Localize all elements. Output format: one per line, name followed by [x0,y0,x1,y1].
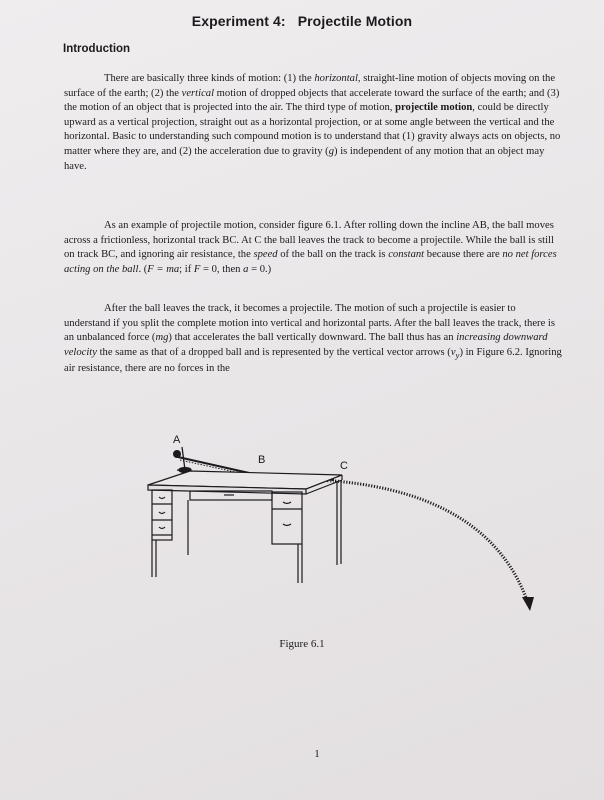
subscript: y [455,349,460,360]
text: motion of dropped objects that accelerate toward the surface of the earth; and (3) the motion of an object that is projected into the air. The third type of motion, [64,87,560,114]
text: After the ball leaves the track, it becomes a projectile. The motion of such a projectile is easier to understand if you split the complete motion into vertical and horizontal parts. After the ball leaves the track, there is an unbalanced force ( [64,303,555,344]
text: = 0, then [200,263,244,275]
emphasis: speed [253,249,278,261]
equation: F = ma [147,263,180,275]
emphasis: vertical [181,87,215,99]
page-number: 1 [314,748,320,760]
equation: v [450,346,456,358]
label-c: C [340,460,348,472]
text: As an example of projectile motion, consider figure 6.1. After rolling down the incline AB, the ball moves across a frictionless, horizontal track BC. At C the ball leaves the track to become a projectile. While the ball is still on track BC, and ignoring air resistance, the [64,220,554,261]
paragraph-projectile [64,302,564,377]
emphasis: g [328,145,335,157]
emphasis: no net forces acting on the ball [64,249,557,275]
label-a: A [173,434,181,446]
emphasis: horizontal [314,73,358,84]
text: ) in Figure 6.2. Ignoring air resistance, there are no forces in the [64,346,562,375]
equation: F [193,263,201,275]
text: of the ball on the track is [277,249,389,261]
page-title [0,13,604,29]
emphasis: increasing downward velocity [64,332,548,358]
equation: a [243,263,249,275]
desk [148,471,342,583]
paragraph-example [64,219,564,277]
text: There are basically three kinds of motion: (1) the [104,73,315,84]
title-experiment-number: Experiment 4: [191,13,286,29]
text: ; if [179,263,194,275]
text: ) is independent of any motion that an object may have. [64,145,545,172]
paragraph-intro [64,72,564,174]
title-topic: Projectile Motion [297,13,413,29]
emphasis: mg [155,332,169,344]
emphasis: constant [388,249,425,261]
text: the same as that of a dropped ball and is represented by the vertical vector arrows ( [96,346,451,358]
text: , could be directly upward as a vertical projection, straight out as a horizontal projection, or at some angle between the vertical and the horizontal. Basic to understanding such compound motion is to understand that (1) gravity always acts on objects, no matter where they are, and (2) the acceleration due to gravity ( [64,102,561,157]
text: , straight-line motion of objects moving on the surface of the earth; (2) the [64,73,556,99]
label-b: B [258,454,266,466]
section-heading: Introduction [63,43,131,55]
text: . ( [138,263,148,275]
figure-desk-projectile [130,425,570,625]
text: because there are [424,249,503,261]
figure-caption: Figure 6.1 [279,638,325,650]
text: ) that accelerates the ball vertically downward. The ball thus has an [168,332,457,344]
projectile-trajectory [335,481,528,603]
trajectory-arrowhead [522,597,534,611]
text: = 0.) [248,263,272,275]
bold-term: projectile motion [395,102,473,114]
